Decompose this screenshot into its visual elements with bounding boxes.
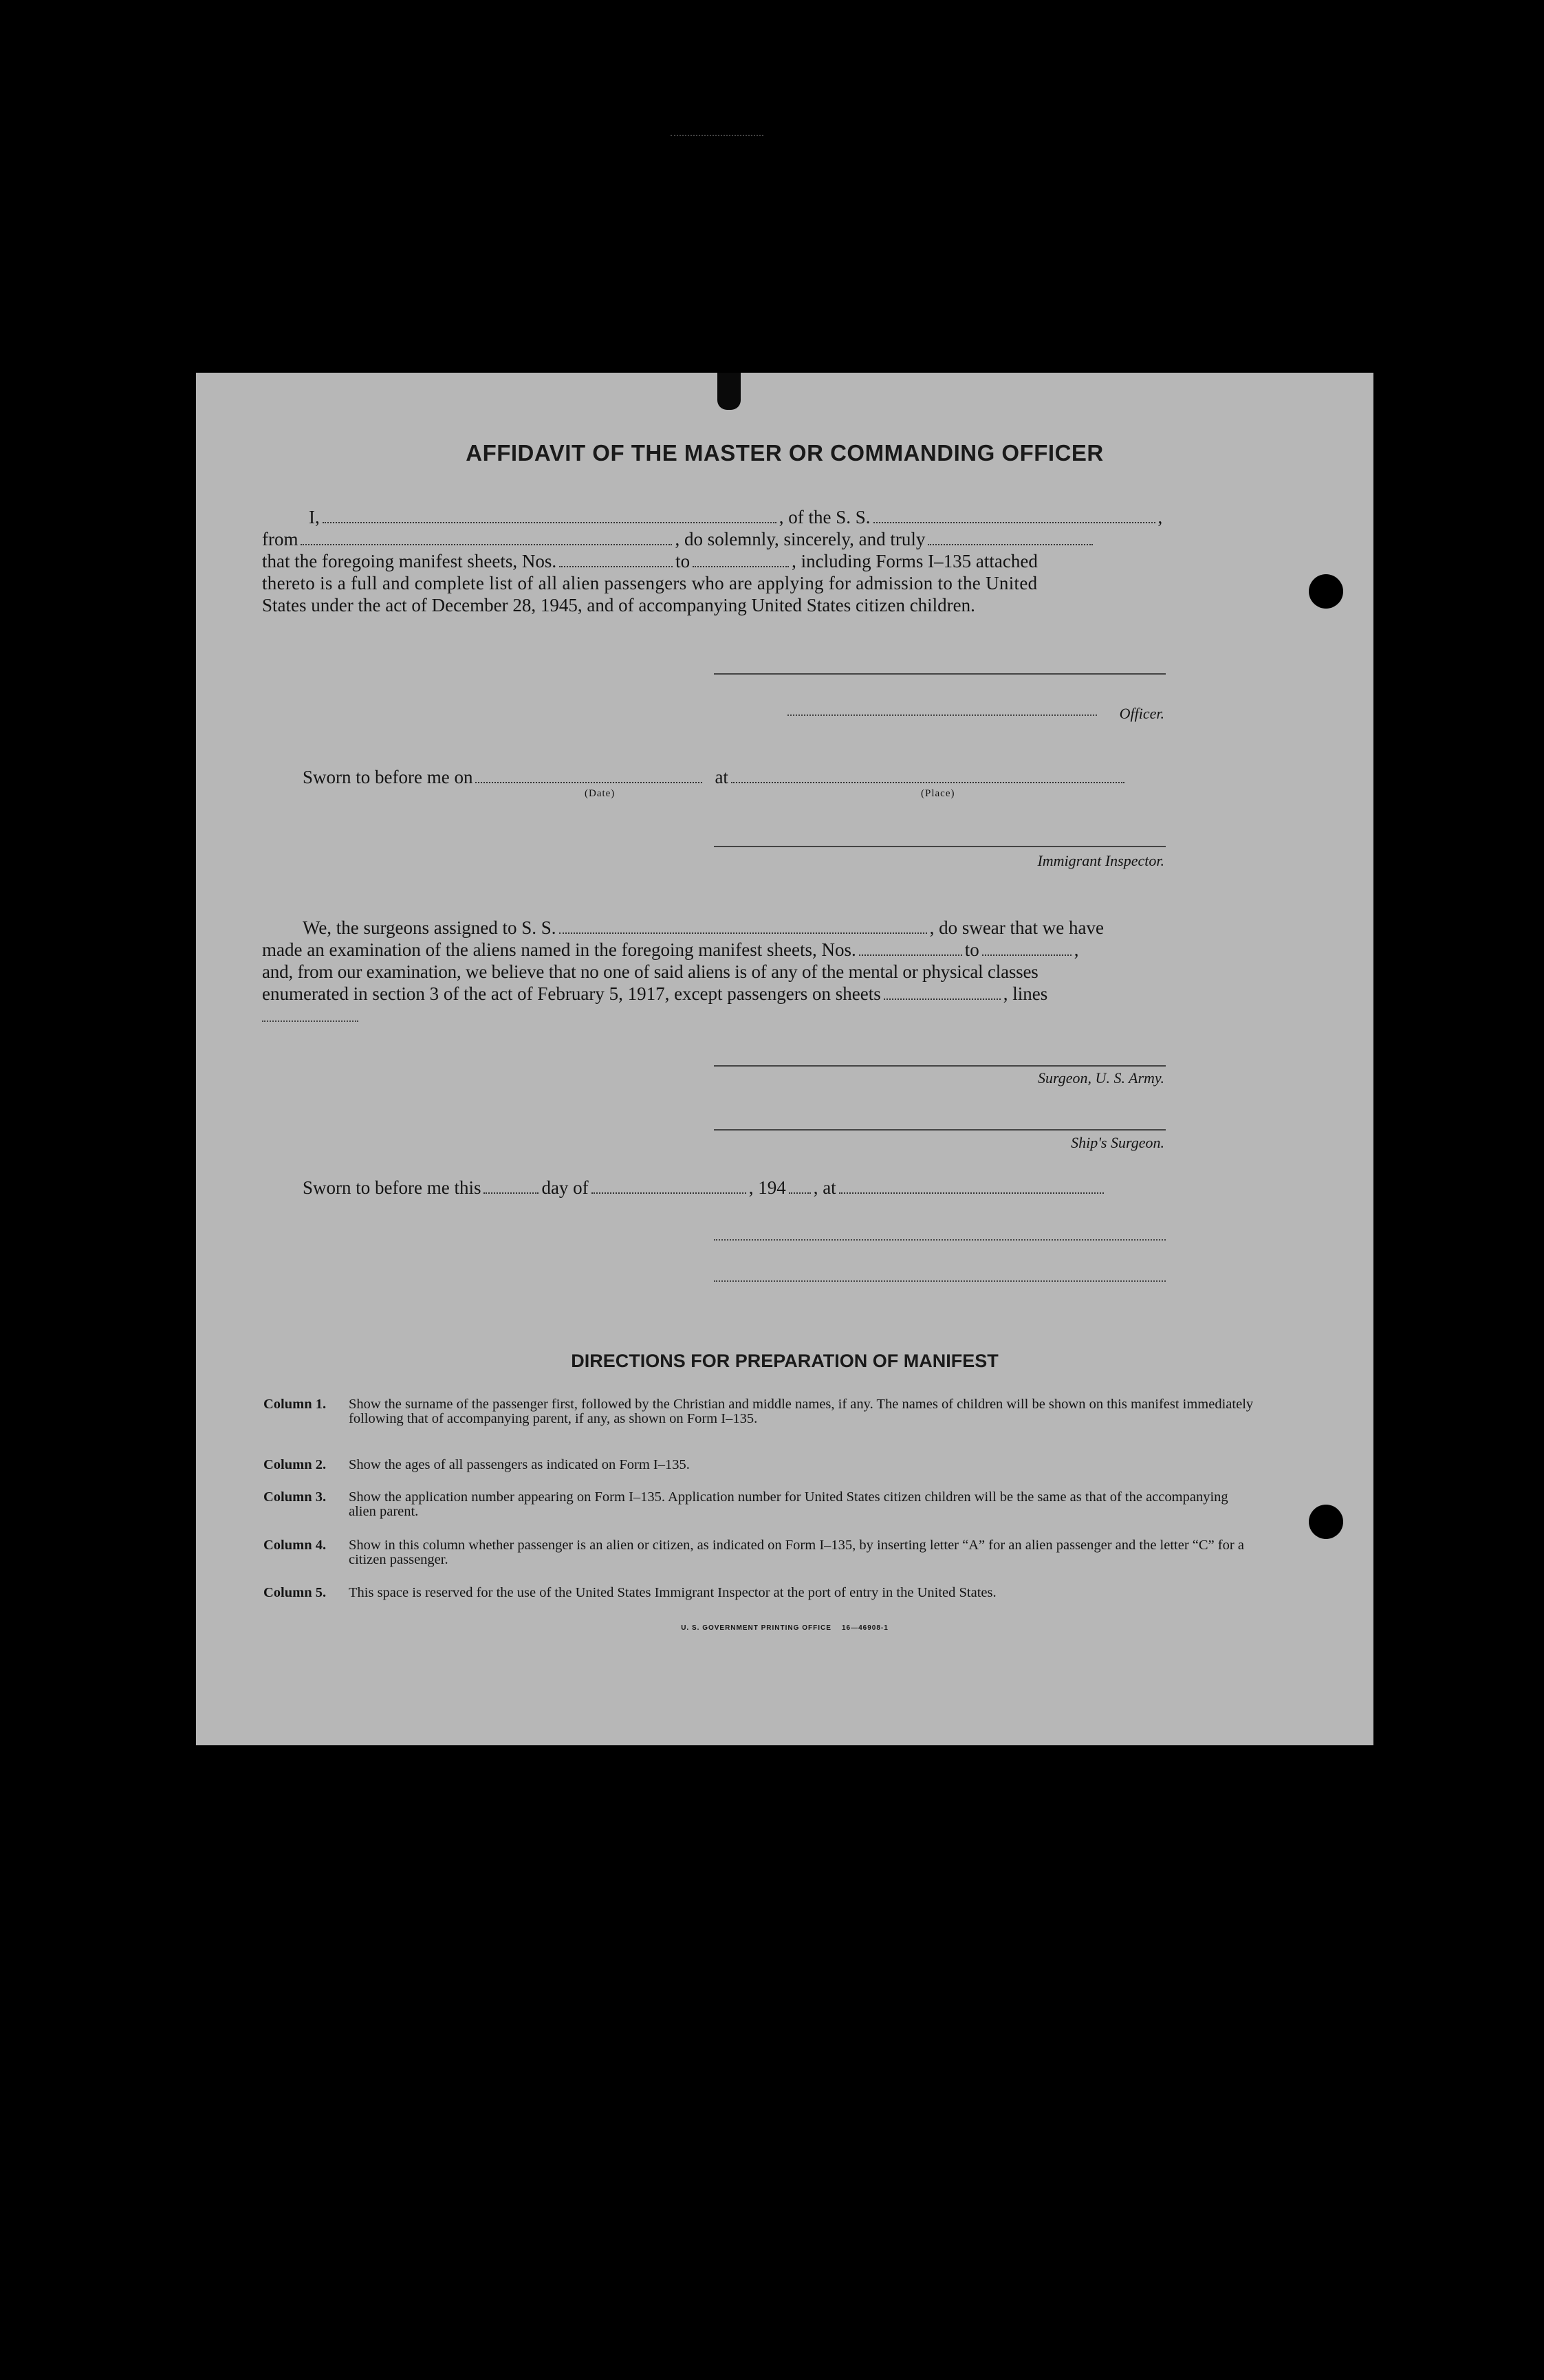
sworn-place-field[interactable]	[731, 767, 1124, 783]
text: to	[964, 939, 979, 960]
surgeons-line-2	[262, 939, 1079, 961]
text: , of the S. S.	[779, 507, 871, 527]
inspector-signature-line-2[interactable]	[714, 1239, 1166, 1241]
punch-hole-top	[1309, 574, 1343, 609]
sheet-from-field[interactable]	[559, 551, 673, 567]
column-text: Show the application number appearing on Form I–135. Application number for United States citizen children will be the same as that of the accompanying alien parent.	[349, 1489, 1228, 1519]
column-label: Column 5.	[263, 1585, 327, 1600]
affidavit-line-4: thereto is a full and complete list of all alien passengers who are applying for admission to the United	[262, 573, 1038, 593]
surgeons-line-1	[303, 917, 1104, 939]
column-label: Column 4.	[263, 1538, 327, 1553]
surgeons-ship-field[interactable]	[559, 917, 927, 934]
column-label: Column 1.	[263, 1397, 327, 1412]
inspector-caption: Immigrant Inspector.	[1037, 852, 1164, 869]
text: ,	[1074, 939, 1079, 960]
directions-title: DIRECTIONS FOR PREPARATION OF MANIFEST	[571, 1351, 999, 1371]
affidavit-line-2	[262, 528, 1096, 550]
affidavit-title: AFFIDAVIT OF THE MASTER OR COMMANDING OFFICER	[466, 440, 1104, 466]
column-text: Show in this column whether passenger is an alien or citizen, as indicated on Form I–135, by inserting letter “A” for an alien passenger and the letter “C” for a citizen passenger.	[349, 1538, 1244, 1567]
text: from	[262, 529, 298, 549]
text: at	[715, 767, 728, 787]
inspector-title-line[interactable]	[714, 1280, 1166, 1282]
officer-caption: Officer.	[1119, 705, 1164, 722]
sworn-date-field[interactable]	[475, 767, 702, 783]
text: , do swear that we have	[929, 917, 1104, 938]
sworn-at-field[interactable]	[839, 1177, 1104, 1194]
ship-surgeon-caption: Ship's Surgeon.	[1071, 1134, 1164, 1151]
column-label: Column 3.	[263, 1489, 327, 1505]
place-caption: (Place)	[921, 788, 955, 799]
manifest-form-page	[196, 373, 1373, 1745]
page-notch	[717, 373, 741, 410]
sworn-day-field[interactable]	[483, 1177, 539, 1194]
sworn-on-line	[303, 766, 1127, 788]
text: made an examination of the aliens named in the foregoing manifest sheets, Nos.	[262, 939, 856, 960]
master-signature-line[interactable]	[714, 673, 1166, 675]
scan-top-mark	[671, 135, 763, 136]
affidavit-line-3	[262, 550, 1038, 572]
text: that the foregoing manifest sheets, Nos.	[262, 551, 557, 571]
text: , at	[813, 1177, 836, 1198]
column-text: Show the ages of all passengers as indicated on Form I–135.	[349, 1457, 690, 1472]
ship-surgeon-signature-line[interactable]	[714, 1129, 1166, 1131]
text: , do solemnly, sincerely, and truly	[675, 529, 926, 549]
text: day of	[541, 1177, 589, 1198]
port-from-field[interactable]	[301, 529, 672, 545]
text: Sworn to before me on	[303, 767, 473, 787]
text: to	[675, 551, 691, 571]
printing-office-footer: U. S. GOVERNMENT PRINTING OFFICE 16—46908-1	[681, 1624, 889, 1632]
punch-hole-bottom	[1309, 1505, 1343, 1539]
surgeons-line-4	[262, 983, 1047, 1005]
text: , 194	[748, 1177, 786, 1198]
text: enumerated in section 3 of the act of February 5, 1917, except passengers on sheets	[262, 983, 881, 1004]
text: , lines	[1003, 983, 1048, 1004]
ship-name-field[interactable]	[873, 507, 1155, 523]
lines-field[interactable]	[262, 1020, 358, 1022]
surgeons-sheet-from-field[interactable]	[859, 939, 962, 956]
master-name-field[interactable]	[323, 507, 776, 523]
army-surgeon-signature-line[interactable]	[714, 1065, 1166, 1067]
column-text: Show the surname of the passenger first, followed by the Christian and middle names, if any. The names of children will be shown on this manifest immediately following that of accompanying parent, if any, as shown on Form I–135.	[349, 1397, 1254, 1426]
affidavit-line-5: States under the act of December 28, 1945, and of accompanying United States citizen children.	[262, 595, 975, 615]
column-text: This space is reserved for the use of the United States Immigrant Inspector at the port of entry in the United States.	[349, 1585, 997, 1600]
declaration-field[interactable]	[928, 529, 1093, 545]
text: Sworn to before me this	[303, 1177, 481, 1198]
text: I,	[309, 507, 320, 527]
text: We, the surgeons assigned to S. S.	[303, 917, 556, 938]
except-sheets-field[interactable]	[884, 983, 1001, 1000]
sworn-month-field[interactable]	[591, 1177, 746, 1194]
date-caption: (Date)	[585, 788, 616, 799]
sworn-day-line	[303, 1177, 1107, 1199]
inspector-signature-line[interactable]	[714, 846, 1166, 847]
text: , including Forms I–135 attached	[792, 551, 1038, 571]
column-label: Column 2.	[263, 1457, 327, 1472]
text: ,	[1157, 507, 1163, 527]
surgeons-sheet-to-field[interactable]	[982, 939, 1072, 956]
affidavit-line-1	[305, 506, 1248, 528]
sworn-year-field[interactable]	[789, 1177, 811, 1194]
army-surgeon-caption: Surgeon, U. S. Army.	[1038, 1069, 1164, 1087]
sheet-to-field[interactable]	[693, 551, 789, 567]
officer-signature-line[interactable]	[787, 714, 1097, 716]
surgeons-line-3: and, from our examination, we believe that no one of said aliens is of any of the mental or physical classes	[262, 961, 1039, 982]
